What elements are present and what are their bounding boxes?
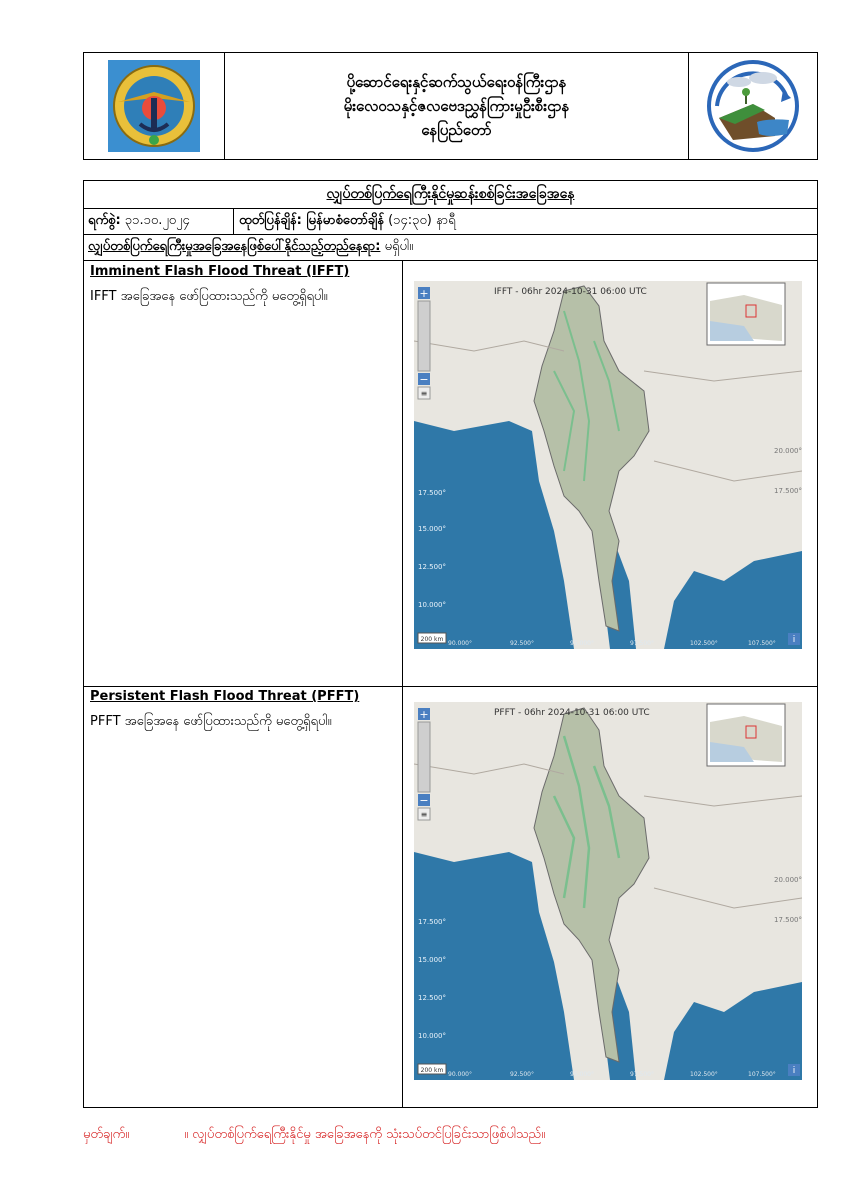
lon-tick: 102.500°: [690, 1071, 718, 1078]
letterhead-text: [225, 53, 688, 159]
layers-label: ≡: [420, 810, 428, 819]
ifft-title: Imminent Flash Flood Threat (IFFT): [90, 264, 350, 279]
map-info-label: i: [792, 1066, 796, 1076]
ministry-name: ပို့ဆောင်ရေးနှင့်ဆက်သွယ်ရေးဝန်ကြီးဌာန: [346, 73, 567, 91]
zoom-out-label: −: [419, 373, 429, 386]
affected-area-row: [84, 235, 817, 261]
map-scale: 200 km: [420, 1067, 444, 1074]
lon-tick: 95.000°: [570, 1071, 594, 1078]
lat-tick: 17.500°: [418, 489, 446, 497]
pfft-title: Persistent Flash Flood Threat (PFFT): [90, 689, 360, 704]
issue-time-value: (၁၄:၃၀) နာရီ: [388, 213, 456, 228]
affected-area-label: လျှပ်တစ်ပြက်ရေကြီးမှုအခြေအနေဖြစ်ပေါ်နိုင်သည့်တည်နေရာ:: [88, 239, 381, 254]
date-value: ၃၁.၁၀.၂၀၂၄: [124, 213, 190, 228]
map-info-label: i: [792, 635, 796, 645]
lon-tick: 107.500°: [748, 640, 776, 647]
lon-tick: 92.500°: [510, 640, 534, 647]
right-lat-tick: 17.500°: [774, 916, 802, 924]
ministry-emblem-icon: [106, 58, 202, 154]
date-cell: [84, 209, 234, 234]
lon-tick: 90.000°: [448, 1071, 472, 1078]
issue-time-label: ထုတ်ပြန်ချိန်: မြန်မာစံတော်ချိန်: [239, 213, 384, 228]
zoom-slider[interactable]: [418, 301, 430, 371]
lon-tick: 90.000°: [448, 640, 472, 647]
lat-tick: 12.500°: [418, 563, 446, 571]
date-row: [84, 209, 817, 235]
zoom-in-label: +: [419, 708, 429, 721]
footer-note-text: ။ လျှပ်တစ်ပြက်ရေကြီးနိုင်မှု အခြေအနေကို သုံးသပ်တင်ပြခြင်းသာဖြစ်ပါသည်။: [184, 1127, 546, 1142]
map-scale: 200 km: [420, 636, 444, 643]
right-lat-tick: 20.000°: [774, 876, 802, 884]
issue-time-cell: [234, 212, 817, 231]
zoom-slider[interactable]: [418, 722, 430, 792]
ifft-map-label: IFFT - 06hr 2024-10-31 06:00 UTC: [494, 287, 647, 297]
lat-tick: 10.000°: [418, 1032, 446, 1040]
zoom-in-label: +: [419, 287, 429, 300]
layers-label: ≡: [420, 389, 428, 398]
lon-tick: 107.500°: [748, 1071, 776, 1078]
ifft-description: IFFT အခြေအနေ ဖော်ပြထားသည်ကို မတွေ့ရှိရပါ။: [90, 289, 328, 304]
ifft-map[interactable]: [414, 281, 802, 649]
water-cycle-logo-icon: [705, 58, 801, 154]
lon-tick: 95.000°: [570, 640, 594, 647]
pfft-description: PFFT အခြေအနေ ဖော်ပြထားသည်ကို မတွေ့ရှိရပါ။: [90, 714, 332, 729]
ministry-logo-cell: [84, 53, 225, 159]
lat-tick: 10.000°: [418, 601, 446, 609]
lat-tick: 15.000°: [418, 525, 446, 533]
ifft-section: [84, 261, 817, 687]
report-table: [83, 180, 818, 1108]
lon-tick: 102.500°: [690, 640, 718, 647]
pfft-map[interactable]: [414, 702, 802, 1080]
zoom-out-label: −: [419, 794, 429, 807]
right-lat-tick: 17.500°: [774, 487, 802, 495]
lat-tick: 12.500°: [418, 994, 446, 1002]
affected-area-value: မရှိပါ။: [384, 239, 414, 254]
letterhead: [83, 52, 818, 160]
date-label: ရက်စွဲ:: [88, 213, 121, 228]
lon-tick: 97.500°: [630, 1071, 654, 1078]
footer-note-label: မှတ်ချက်။: [83, 1127, 130, 1142]
footer-note: [83, 1126, 545, 1145]
report-title: လျှပ်တစ်ပြက်ရေကြီးနိုင်မှုဆန်းစစ်ခြင်းအခြေအနေ: [84, 181, 817, 209]
dmh-logo-cell: [688, 53, 817, 159]
pfft-section: [84, 686, 817, 1107]
city-name: နေပြည်တော်: [421, 121, 492, 139]
lat-tick: 17.500°: [418, 918, 446, 926]
pfft-map-label: PFFT - 06hr 2024-10-31 06:00 UTC: [494, 708, 650, 718]
lon-tick: 97.500°: [630, 640, 654, 647]
department-name: မိုးလေဝသနှင့်ဇလဗေဒညွှန်ကြားမှုဦးစီးဌာန: [343, 97, 570, 115]
lat-tick: 15.000°: [418, 956, 446, 964]
right-lat-tick: 20.000°: [774, 447, 802, 455]
lon-tick: 92.500°: [510, 1071, 534, 1078]
